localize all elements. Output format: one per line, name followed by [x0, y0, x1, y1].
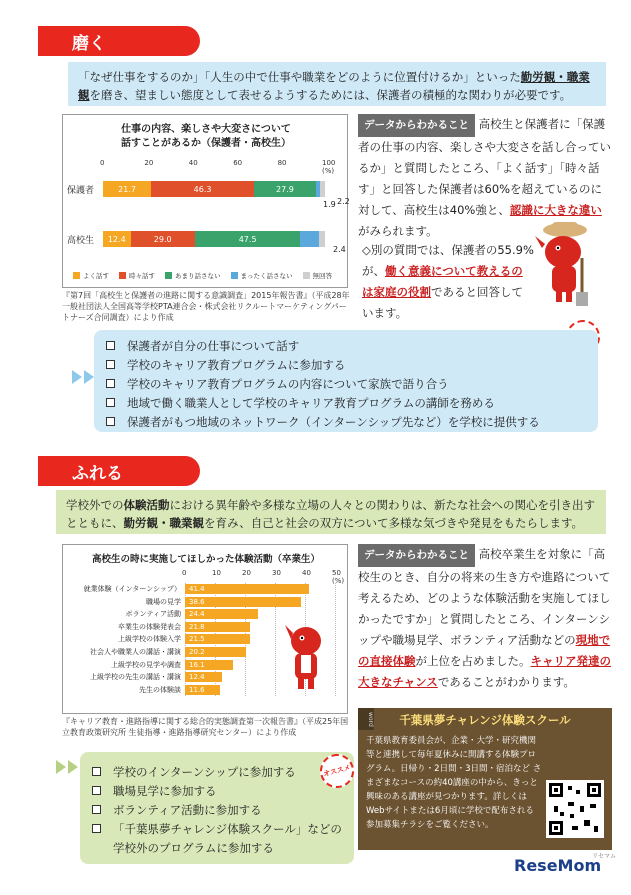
word-body: 千葉県教育委員会が、企業・大学・研究機関等と連携して毎年夏休みに開講する体験プログラム。日帰り・2日間・3日間・宿泊など さまざまなコースの約40講座の中から、きっと興味のある講座が見つかります。詳しくはWebサイトまたは6月頃に学校で配布される参加募集チラシをご覧ください。: [366, 736, 542, 830]
resemom-logo-sub: リセマム: [592, 853, 616, 860]
chart1-tick-label: 20: [144, 159, 154, 167]
mascot-chiba-kun-icon: [530, 218, 600, 308]
chart1-outside-label: 2.4: [333, 245, 346, 254]
chart1-tick-label: 100 (%): [322, 159, 336, 175]
section-tab-migaku: 磨く: [38, 26, 200, 56]
legend-label: よく話す: [83, 271, 109, 280]
legend-swatch: [303, 272, 310, 279]
chart2-category-label: 先生の体験談: [139, 685, 181, 694]
chart1-tick-label: 0: [100, 159, 105, 167]
intro-box-2: 学校外での体験活動における異年齢や多様な立場の人々との関わりは、新たな社会への関心を引き出すとともに、勤労観・職業観を育み、自己と社会の双方について多様な気づきや発見をもたらします。: [56, 490, 606, 534]
chart1-outside-label: 2.2: [337, 197, 350, 206]
checklist-item: [92, 819, 354, 838]
legend-label: あまり話さない: [175, 271, 221, 280]
legend-swatch: [119, 272, 126, 279]
legend-swatch: [165, 272, 172, 279]
legend-swatch: [73, 272, 80, 279]
chart-desired-activities: [62, 544, 348, 714]
checklist-item: [92, 762, 354, 781]
chart1-legend-item: [119, 271, 155, 280]
chart1-legend-item: [303, 271, 333, 280]
chart2-bar: 12.4: [185, 672, 222, 682]
checkbox-icon: [106, 398, 115, 407]
chart2-bar: 38.6: [185, 597, 301, 607]
checklist-item: [106, 374, 598, 393]
checklist-item-label: 保護者がもつ地域のネットワーク（インターンシップ先など）を学校に提供する: [127, 414, 540, 429]
data-tag: データからわかること: [358, 114, 475, 137]
checklist-panel-1: [94, 330, 598, 432]
chart1-title: 仕事の内容、楽しさや大変さについて 話すことがあるか（保護者・高校生）: [121, 124, 291, 149]
chart1-bar-segment: [320, 181, 325, 197]
chart-talk-frequency: [62, 114, 348, 288]
legend-label: まったく話さない: [240, 271, 293, 280]
word-label: word: [358, 708, 374, 730]
chart2-bar: 11.6: [185, 685, 220, 695]
checklist-item-label: 保護者が自分の仕事について話す: [127, 338, 300, 353]
word-box-yume-challenge: [358, 708, 612, 850]
chart2-source-note: 『キャリア教育・進路指導に関する総合的実態調査第一次報告書』（平成25年国立教育政策研究所 生徒指導・進路指導研究センター）により作成: [62, 717, 349, 737]
checklist-panel-2: [80, 752, 354, 864]
checklist-item: [92, 800, 354, 819]
chart2-category-label: 上級学校の見学や調査: [111, 660, 181, 669]
resemom-logo: ReseMom: [514, 856, 602, 875]
chart1-tick-label: 80: [277, 159, 287, 167]
chart1-source-note: 『第7回「高校生と保護者の進路に関する意識調査」2015年報告書』（平成28年一般社団法人全国高等学校PTA連合会・株式会社リクルートマーケティングパートナーズ合同調査）により作成: [62, 291, 350, 322]
legend-label: 無回答: [312, 271, 332, 280]
chart2-bar: 21.8: [185, 622, 250, 632]
chart1-x-ticks: [100, 159, 336, 175]
data-text-2: ◇別の質問では、保護者の55.9%が、働く意義について教えるのは家庭の役割であると回答しています。: [362, 243, 534, 320]
checkbox-icon: [106, 417, 115, 426]
chart2-tick-label: 0: [182, 569, 187, 577]
arrow-decoration: [56, 760, 80, 774]
checkbox-icon: [106, 360, 115, 369]
checklist-item-label: 「千葉県夢チャレンジ体験スクール」などの: [113, 821, 342, 836]
checkbox-icon: [106, 341, 115, 350]
checklist-item-label: 学校のキャリア教育プログラムの内容について家族で語り合う: [127, 376, 449, 391]
chart1-outside-label: 1.9: [323, 200, 336, 209]
legend-swatch: [231, 272, 238, 279]
checklist-item-label: 地域で働く職業人として学校のキャリア教育プログラムの講師を務める: [127, 395, 495, 410]
chart2-category-label: 卒業生の体験発表会: [118, 622, 181, 631]
chart2-bar: 20.2: [185, 647, 246, 657]
chart1-bar-segment: 12.4: [103, 231, 131, 247]
checkbox-icon: [92, 824, 101, 833]
data-text-3: データからわかること 高校卒業生を対象に「高校生のとき、自分の将来の生き方や進路について考えるため、どのような体験活動を実施してほしかったですか」と質問したところ、インターンシップや職場見学、ボランティア活動などの現地での直接体験が上位を占めました。キャリア発達の大きなチャンスであることがわかります。: [358, 544, 612, 693]
chart1-cat-label: 高校生: [67, 236, 95, 246]
qr-code-icon: [546, 780, 604, 838]
chart1-bar-segment: 47.5: [195, 231, 300, 247]
chart1-bar-segment: 46.3: [151, 181, 254, 197]
mascot-chiba-kun-icon: [283, 623, 329, 693]
chart2-tick-label: 20: [242, 569, 251, 577]
data-tag: データからわかること: [358, 544, 475, 567]
chart2-bar: 21.5: [185, 634, 250, 644]
chart1-bar-students: [103, 231, 325, 247]
checkbox-icon: [106, 379, 115, 388]
chart1-bar-segment: [319, 231, 324, 247]
osusume-badge: オススメ: [316, 750, 358, 792]
checklist-item-label: 学校のインターンシップに参加する: [113, 764, 296, 779]
chart1-legend-item: [73, 271, 109, 280]
data-text-1: データからわかること 高校生と保護者に「保護者の仕事の内容、楽しさや大変さを話し合っているか」と質問したところ、「よく話す」「時々話す」と回答した保護者は60%を超えているのに対して、高校生は40%強と、認識に大きな違いがみられます。: [358, 114, 612, 242]
checklist-item-label: 職場見学に参加する: [113, 783, 217, 798]
chart1-bar-segment: 21.7: [103, 181, 151, 197]
section-tab-fureru: ふれる: [38, 456, 200, 486]
checklist-item: [106, 412, 598, 431]
chart1-bar-parents: [103, 181, 325, 197]
intro-box-1: 「なぜ仕事をするのか」「人生の中で仕事や職業をどのように位置付けるか」といった勤労観・職業観を磨き、望ましい態度として表せるようするためには、保護者の積極的な関わりが必要です。: [68, 62, 606, 106]
chart1-tick-label: 40: [188, 159, 198, 167]
chart1-cat-label: 保護者: [67, 186, 95, 196]
checklist-item-label: 学校のキャリア教育プログラムに参加する: [127, 357, 346, 372]
checklist-item-continuation: 学校外のプログラムに参加する: [113, 840, 274, 855]
checkbox-icon: [92, 786, 101, 795]
chart1-bar-segment: [300, 231, 319, 247]
chart2-bar: 24.4: [185, 609, 258, 619]
chart1-bar-segment: 27.9: [254, 181, 316, 197]
chart2-bar: 41.4: [185, 584, 309, 594]
chart1-legend-item: [231, 271, 293, 280]
checkbox-icon: [92, 805, 101, 814]
chart1-legend: [73, 269, 343, 281]
chart2-category-label: 上級学校の体験入学: [118, 635, 181, 644]
checklist-item: [106, 393, 598, 412]
legend-label: 時々話す: [129, 271, 155, 280]
chart2-title: 高校生の時に実施してほしかった体験活動（卒業生）: [91, 554, 320, 565]
chart1-bar-segment: 29.0: [131, 231, 195, 247]
checklist-item: [106, 355, 598, 374]
chart2-category-label: 社会人や職業人の講話・講演: [90, 648, 181, 656]
chart2-category-label: 職場の見学: [146, 597, 181, 606]
chart2-category-label: 就業体験（インターンシップ）: [83, 585, 181, 593]
chart2-category-label: 上級学校の先生の講話・講演: [90, 673, 181, 682]
checklist-item: [92, 781, 354, 800]
chart2-tick-label: 10: [212, 569, 221, 577]
chart1-tick-label: 60: [233, 159, 243, 167]
arrow-decoration: [72, 370, 96, 384]
chart2-plot: [63, 567, 349, 713]
chart2-tick-label: 30: [272, 569, 281, 577]
chart2-bar: 16.1: [185, 660, 233, 670]
chart2-tick-label: 50 (%): [332, 569, 345, 585]
checkbox-icon: [92, 767, 101, 776]
word-title: 千葉県夢チャレンジ体験スクール: [399, 713, 571, 727]
checklist-item-label: ボランティア活動に参加する: [113, 802, 262, 817]
chart2-category-label: ボランティア活動: [125, 610, 181, 619]
chart1-legend-item: [165, 271, 221, 280]
chart2-tick-label: 40: [302, 569, 311, 577]
checklist-item: [106, 336, 598, 355]
chart2-gridline: [335, 583, 336, 696]
